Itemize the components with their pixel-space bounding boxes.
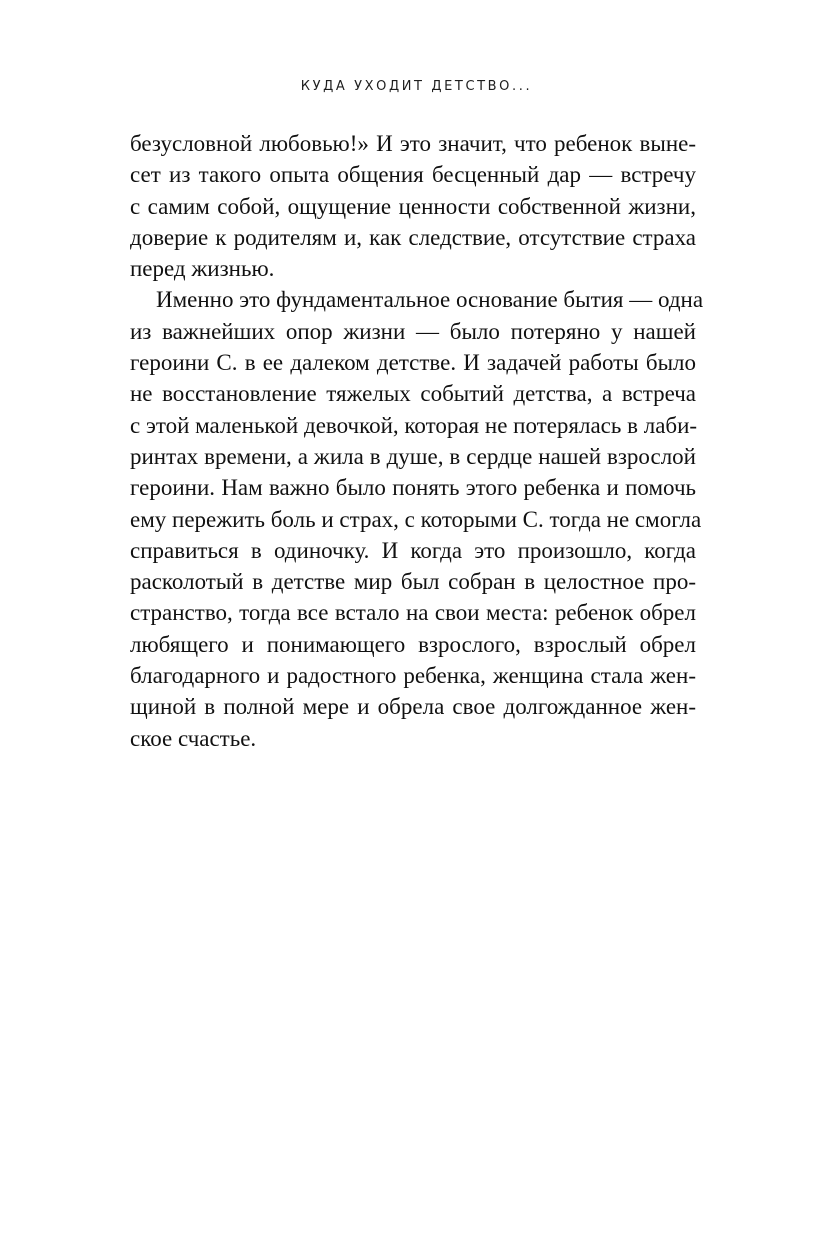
text-line: благодарного и радостного ребенка, женщина стала жен- <box>130 663 696 689</box>
text-line: Именно это фундаментальное основание бытия — одна <box>156 287 704 313</box>
text-line: из важнейших опор жизни — было потеряно у нашей <box>130 318 696 344</box>
text-line: расколотый в детстве мир был собран в целостное про- <box>130 569 696 595</box>
text-line: странство, тогда все встало на свои места: ребенок обрел <box>130 600 696 626</box>
text-line: ское счастье. <box>130 725 257 751</box>
text-line: сет из такого опыта общения бесценный дар — встречу <box>130 162 696 188</box>
text-line: с этой маленькой девочкой, которая не потерялась в лаби- <box>130 412 698 438</box>
text-line: ринтах времени, а жила в душе, в сердце нашей взрослой <box>130 443 696 469</box>
text-line: любящего и понимающего взрослого, взрослый обрел <box>130 631 696 657</box>
text-line: щиной в полной мере и обрела свое долгожданное жен- <box>130 694 696 720</box>
body-text <box>130 128 704 754</box>
text-line: перед жизнью. <box>130 256 275 282</box>
text-line: доверие к родителям и, как следствие, отсутствие страха <box>130 224 696 250</box>
text-line: не восстановление тяжелых событий детства, а встреча <box>130 381 696 407</box>
text-line: ему пережить боль и страх, с которыми С. тогда не смогла <box>130 506 702 532</box>
paragraph-2 <box>130 284 704 753</box>
text-line: справиться в одиночку. И когда это произошло, когда <box>130 537 696 563</box>
text-line: героини С. в ее далеком детстве. И задачей работы было <box>130 350 696 376</box>
text-line: безусловной любовью!» И это значит, что ребенок выне- <box>130 131 696 156</box>
text-line: с самим собой, ощущение ценности собственной жизни, <box>130 193 696 219</box>
paragraph-1 <box>130 128 696 284</box>
running-head: КУДА УХОДИТ ДЕТСТВО... <box>300 79 533 94</box>
text-line: героини. Нам важно было понять этого ребенка и помочь <box>130 475 696 501</box>
